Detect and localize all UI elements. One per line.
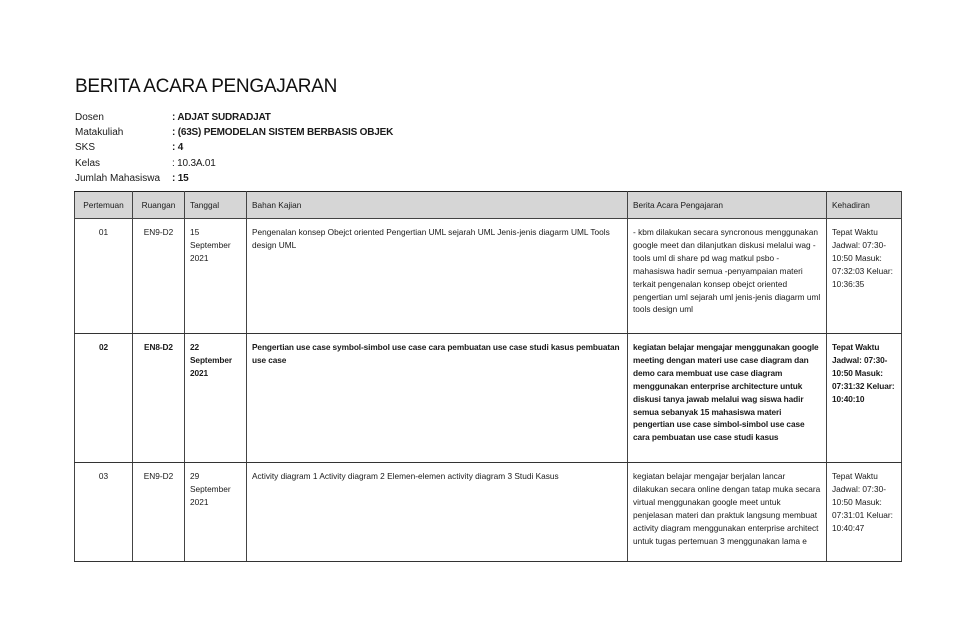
cell-tanggal: 29 September 2021 bbox=[185, 463, 247, 562]
info-row-sks bbox=[75, 140, 393, 155]
info-label: Jumlah Mahasiswa bbox=[75, 172, 161, 184]
table-row bbox=[75, 463, 902, 562]
table-row bbox=[75, 334, 902, 463]
cell-tanggal: 22 September 2021 bbox=[185, 334, 247, 463]
column-header-ruangan: Ruangan bbox=[133, 192, 185, 219]
column-header-pertemuan: Pertemuan bbox=[75, 192, 133, 219]
info-value: : 4 bbox=[172, 142, 184, 154]
cell-ruangan: EN8-D2 bbox=[133, 334, 185, 463]
cell-bahan-kajian: Activity diagram 1 Activity diagram 2 Elemen-elemen activity diagram 3 Studi Kasus bbox=[247, 463, 628, 562]
info-row-kelas bbox=[75, 156, 393, 171]
cell-tanggal: 15 September 2021 bbox=[185, 219, 247, 334]
cell-pertemuan: 02 bbox=[75, 334, 133, 463]
column-header-berita-acara: Berita Acara Pengajaran bbox=[628, 192, 827, 219]
cell-bahan-kajian: Pengertian use case symbol-simbol use case cara pembuatan use case studi kasus pembuatan use case bbox=[247, 334, 628, 463]
cell-pertemuan: 01 bbox=[75, 219, 133, 334]
table-header-row bbox=[75, 192, 902, 219]
cell-kehadiran: Tepat Waktu Jadwal: 07:30-10:50 Masuk: 07:31:32 Keluar: 10:40:10 bbox=[827, 334, 902, 463]
info-value: : (63S) PEMODELAN SISTEM BERBASIS OBJEK bbox=[172, 127, 394, 139]
info-value: : 10.3A.01 bbox=[172, 157, 216, 169]
info-row-jumlah-mahasiswa bbox=[75, 171, 393, 186]
course-info bbox=[75, 110, 393, 186]
info-label: Dosen bbox=[75, 112, 104, 123]
cell-ruangan: EN9-D2 bbox=[133, 219, 185, 334]
column-header-tanggal: Tanggal bbox=[185, 192, 247, 219]
teaching-report-table bbox=[74, 191, 902, 562]
column-header-bahan-kajian: Bahan Kajian bbox=[247, 192, 628, 219]
info-value: : ADJAT SUDRADJAT bbox=[172, 112, 271, 123]
column-header-kehadiran: Kehadiran bbox=[827, 192, 902, 219]
cell-bahan-kajian: Pengenalan konsep Obejct oriented Pengertian UML sejarah UML Jenis-jenis diagarm UML Tools design UML bbox=[247, 219, 628, 334]
info-label: SKS bbox=[75, 142, 96, 154]
cell-kehadiran: Tepat Waktu Jadwal: 07:30-10:50 Masuk: 07:31:01 Keluar: 10:40:47 bbox=[827, 463, 902, 562]
info-row-dosen bbox=[75, 110, 393, 125]
info-row-matakuliah bbox=[75, 125, 393, 140]
cell-kehadiran: Tepat Waktu Jadwal: 07:30-10:50 Masuk: 07:32:03 Keluar: 10:36:35 bbox=[827, 219, 902, 334]
cell-berita-acara: kegiatan belajar mengajar menggunakan google meeting dengan materi use case diagram dan demo cara membuat use case diagram menggunakan enterprise architecture untuk diskusi tanya jawab melalui wag siswa hadir semua sebanyak 15 mahasiswa materi pengertian use case simbol-simbol use case cara pembuatan use case studi kasus bbox=[628, 334, 827, 463]
info-value: : 15 bbox=[172, 172, 189, 184]
info-label: Kelas bbox=[75, 157, 101, 169]
info-label: Matakuliah bbox=[75, 127, 124, 139]
cell-ruangan: EN9-D2 bbox=[133, 463, 185, 562]
page-title: BERITA ACARA PENGAJARAN bbox=[75, 76, 337, 97]
cell-pertemuan: 03 bbox=[75, 463, 133, 562]
table-row bbox=[75, 219, 902, 334]
cell-berita-acara: - kbm dilakukan secara syncronous menggunakan google meet dan dilanjutkan diskusi melalui wag - tools uml di share pd wag matkul psbo - mahasiswa hadir semua -penyampaian materi terkait pengenalan konsep obejct oriented pengertian uml sejarah uml jenis-jenis diagarm uml tools design uml bbox=[628, 219, 827, 334]
cell-berita-acara: kegiatan belajar mengajar berjalan lancar dilakukan secara online dengan tatap muka secara virtual menggunakan google meet untuk penjelasan materi dan praktuk langsung membuat activity diagram menggunakan enterprise architect untuk tugas pertemuan 3 menggunakan lama e bbox=[628, 463, 827, 562]
